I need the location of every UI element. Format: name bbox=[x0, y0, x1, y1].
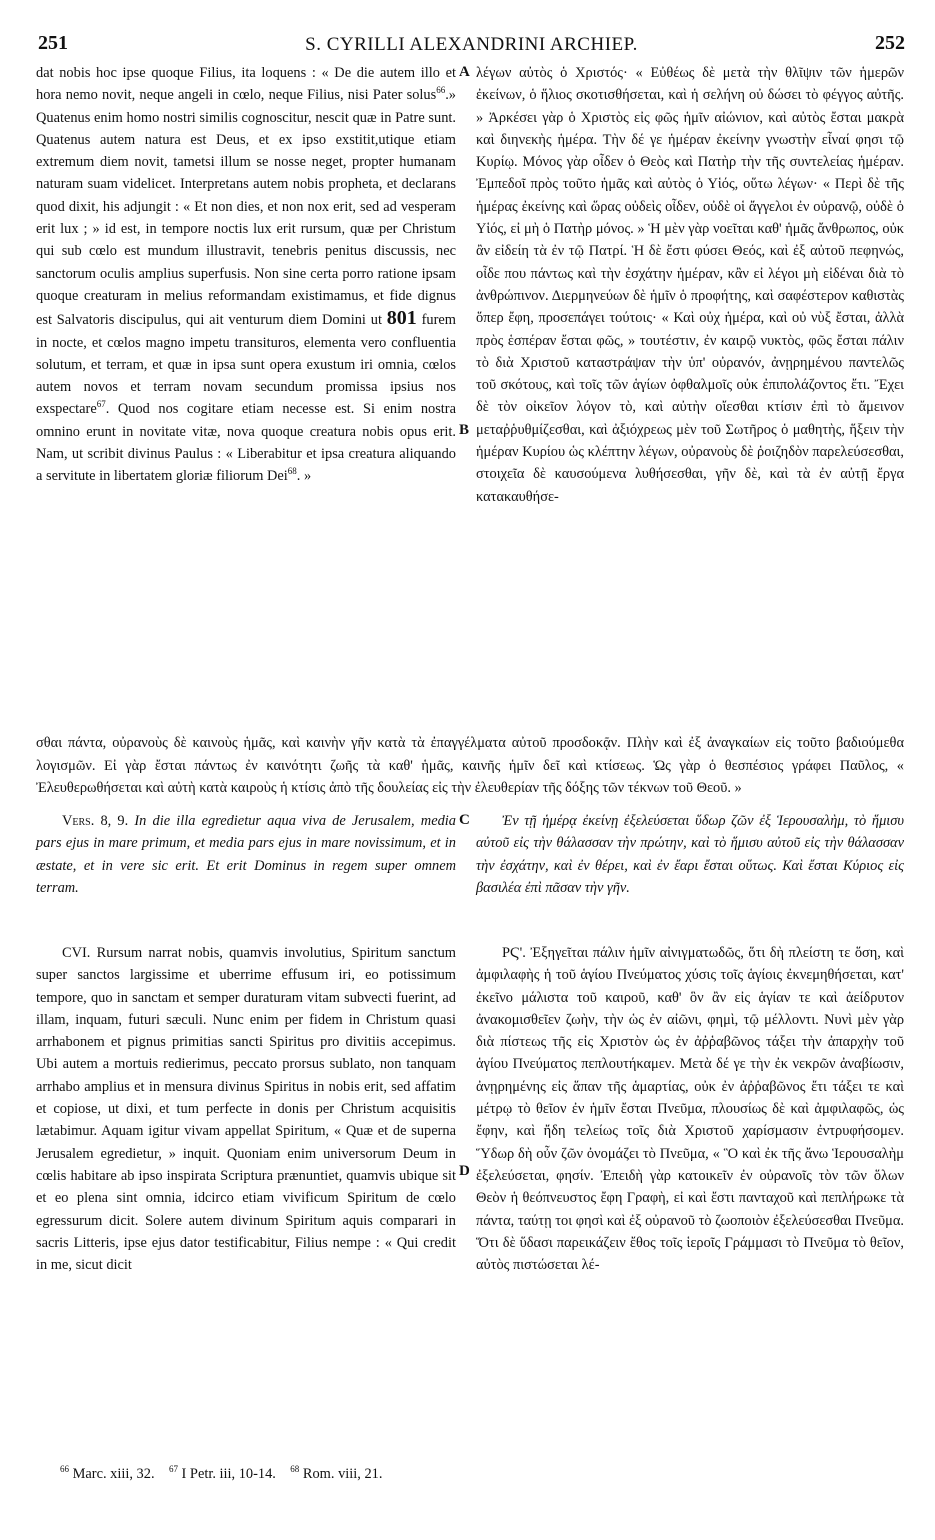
column-number: 801 bbox=[386, 307, 417, 330]
margin-marker-c: C bbox=[459, 812, 470, 828]
margin-marker-b: B bbox=[459, 422, 470, 438]
greek-section-cvi bbox=[476, 942, 904, 1276]
section-number: ΡϚ'. bbox=[502, 945, 526, 961]
latin-text: . » bbox=[296, 468, 312, 485]
footnotes bbox=[60, 1466, 382, 1483]
latin-verse-block bbox=[36, 810, 456, 899]
greek-text: λέγων αὐτὸς ὁ Χριστός· « Εὐθέως δὲ μετὰ τὴν θλῖψιν τῶν ἡμερῶν ἐκείνων, ὁ ἥλιος σκοτισθήσεται, καὶ ἡ σελήνη οὐ δώσει τὸ φέγγος αὐτῆς. » Ἀρκέσει γὰρ ὁ Χριστὸς εἰς φῶς ἡμῖν αἰώνιον, καὶ αὐτὸς ἔσται μακρὰ καὶ διηνεκὴς ἡμέρα. Τὴν δέ γε ἡμέραν ἐκείνην γνωστὴν εἶναί φησι τῷ Κυρίῳ. Μόνος γὰρ οἶδεν ὁ Θεὸς καὶ Πατὴρ τὴν τῆς συντελείας ἡμέραν. Ἐμπεδοῖ πρὸς τοῦτο ἡμᾶς καὶ αὐτὸς ὁ Υἱός, οὕτω λέγων· « Περὶ δὲ τῆς ἡμέρας ἐκείνης καὶ ὥρας οὐδεὶς οἶδεν, οὐδὲ οἱ ἄγγελοι ἐν οὐρανῷ, οὐδὲ ὁ Υἱός, εἰ μὴ ὁ Πατὴρ μόνος. » Ἡ μὲν γὰρ νοεῖται καθ' ἡμᾶς ἄνθρωπος, οὐκ ἂν εἰδείη τὰ ἐν τῷ Πατρί. Ἡ δὲ ἔστι φύσει Θεός, καὶ ἐξ αὐτοῦ πεφηνώς, οἶδε που πάντως καὶ τὴν ἐσχάτην ἡμέραν, κἂν εἰ λέγοι μὴ εἰδέναι διὰ τὸ ἀνθρώπινον. Διερμηνεύων δὲ ἡμῖν ὁ προφήτης, καὶ σαφέστερον καθιστὰς ὅπερ ἔφη, προσεπάγει τούτοις· « Καὶ οὐχ ἡμέρα, καὶ οὐ νὺξ ἔσται, ἀλλὰ πρὸς ἑσπέραν ἔσται φῶς, » τουτέστιν, ἐν καιρῷ νυκτὸς, φῶς ἔσται πάλιν τὸ διὰ Χριστοῦ καταστράψαν τὴν ὑπ' οὐρανόν, ἀνῃρημένου παντελῶς τοῦ σκότους, καὶ τοῖς τῶν ἁγίων ὀφθαλμοῖς οὐκ ἐπιπολάζοντος ἔτι. Ἔχει δὲ τὸν οἰκεῖον λόγον τὸ, καὶ αὐτὴν οἴεσθαι κτίσιν ἐπὶ τὸ ἄμεινον μεταῤῥυθμίζεσθαι, καὶ ἀξιόχρεως μὲν τοῦ Σωτῆρος ὁ μαθητὴς, ἥξειν τὴν ἡμέραν Κυρίου ὡς κλέπτην λέγων, οὐρανοὺς δὲ ῥοιζηδὸν παρελεύσεσθαι, στοιχεῖα δὲ καυσούμενα λυθήσεσθαι, γῆν δὲ, καὶ τὰ ἐν αὐτῇ ἔργα κατακαυθήσε- bbox=[476, 65, 904, 505]
running-title: S. CYRILLI ALEXANDRINI ARCHIEP. bbox=[305, 34, 638, 55]
greek-text: σθαι πάντα, οὐρανοὺς δὲ καινοὺς ἡμᾶς, καὶ καινὴν γῆν κατὰ τὰ ἐπαγγέλματα αὐτοῦ προσδοκᾷν. Πλὴν καὶ ἐξ ἀναγκαίων εἰς τοῦτο βαδιούμεθα λογισμῶν. Εἰ γὰρ ἔσται πάντως ἐν καινότητι ζωῆς τὰ καθ' ἡμᾶς, καινῆς ἡμῖν δεῖ καὶ κτίσεως. Ὡς γὰρ ὁ θεσπέσιος γράφει Παῦλος, « Ἐλευθερωθήσεται καὶ αὐτὴ κατὰ καιροὺς ἡ κτίσις ἀπὸ τῆς δουλείας εἰς τὴν ἐλευθερίαν τῆς δόξης τῶν τέκνων τοῦ Θεοῦ. » bbox=[36, 735, 904, 796]
latin-text: . Quod nos cogitare etiam necesse est. Si enim nostra omnino erunt in novitate vitæ, nova quoque creatura nobis opus erit. Nam, ut scribit divinus Paulus : « Liberabitur et ipsa creatura aliquando a servitute in libertatem gloriæ filiorum Dei bbox=[36, 401, 456, 485]
verse-text: In die illa egredietur aqua viva de Jerusalem, media pars ejus in mare primum, et media pars ejus in mare novissimum, et in æstate, et in vere sic erit. Et erit Dominus in regem super omnem terram. bbox=[36, 813, 456, 896]
footnote-text: I Petr. iii, 10-14. bbox=[181, 1466, 276, 1482]
page-number-left: 251 bbox=[38, 32, 68, 54]
latin-text: .» Quatenus enim homo nostri similis cognoscitur, nescit quæ in Patre sunt. Quatenus autem natura est Deus, et ex ipso exstitit,utique etiam extremum diem novit, tametsi illum se nosse neget, propter humanam naturam suam videlicet. Interpretans autem nobis propheta, et declarans quod dixit, his adjungit : « Et non dies, et non nox erit, sed ad vesperam erit lux ; » id est, in tempore noctis lux erit rursum, quæ per Christum qui sub cœlo est mundum illustravit, tenebris penitus discussis, nec sanctorum oculis amplius superfusis. Non sine certa porro ratione ipsam quoque creaturam in melius reformandam existimamus, et fide dignus est Salvatoris discipulus, qui ait venturum diem Domini ut bbox=[36, 87, 456, 329]
page-number-right: 252 bbox=[875, 32, 905, 54]
footnote-number: 66 bbox=[60, 1464, 69, 1475]
section-number: CVI. bbox=[62, 945, 91, 961]
greek-verse-text: Ἐν τῇ ἡμέρᾳ ἐκείνῃ ἐξελεύσεται ὕδωρ ζῶν ἐξ Ἱερουσαλὴμ, τὸ ἥμισυ αὐτοῦ εἰς τὴν θάλασσαν τὴν πρώτην, καὶ τὸ ἥμισυ αὐτοῦ εἰς τὴν θάλασσαν τὴν ἐσχάτην, καὶ ἐν θέρει, καὶ ἐν ἔαρι ἔσται οὕτως. Καὶ ἔσται Κύριος εἰς βασιλέα ἐπὶ πᾶσαν τὴν γῆν. bbox=[476, 813, 904, 896]
footnote-ref-68: 68 bbox=[287, 466, 297, 477]
footnote-number: 68 bbox=[290, 1464, 300, 1475]
footnote-ref-66: 66 bbox=[436, 85, 446, 96]
latin-section-cvi bbox=[36, 942, 456, 1276]
footnote-number: 67 bbox=[168, 1464, 178, 1475]
greek-text: Ἐξηγεῖται πάλιν ἡμῖν αἰνιγματωδῶς, ὅτι δὴ πλείστη τε ὅση, καὶ ἀμφιλαφὴς ἡ τοῦ ἁγίου Πνεύματος χύσις τοῖς ἁγίοις ἐκνεμηθήσεται, κατ' ἐκεῖνο μάλιστα τοῦ καιροῦ, καθ' ὃν ἂν εἰς ἁγίαν τε καὶ ἀείδρυτον ἀνακομισθεῖεν ζωὴν, τὴν ὡς ἐν αἰῶνι, φημὶ, τῷ μέλλοντι. Νυνὶ μὲν γὰρ διὰ πίστεως τῆς εἰς Χριστὸν ὡς ἐν ἀῤῥαβῶνος τάξει τὴν ἀπαρχὴν τοῦ ἁγίου Πνεύματος πεπλουτήκαμεν. Μετὰ δέ γε τὴν ἐκ νεκρῶν ἀναβίωσιν, ἀνῃρημένης εἰς ἅπαν τῆς ἁμαρτίας, οὐκ ἐν ἀῤῥαβῶνος ἔτι τάξει τε καὶ μέτρῳ τὸ θεῖον ἐν ἡμῖν ἔσται Πνεῦμα, πλουσίως δὲ καὶ ἀμφιλαφῶς, ὡς ἔφην, καὶ ἤδη τελείως τοῖς διὰ Χριστοῦ χαρίσμασιν ἐντρυφήσομεν. Ὕδωρ δὴ οὖν ζῶν ὀνομάζει τὸ Πνεῦμα, « Ὃ καὶ ἐκ τῆς ἄνω Ἱερουσαλὴμ ἐξελεύσεται, φησίν. Ἐπειδὴ γὰρ κατοικεῖν ἐν οὐρανοῖς τὸν τῶν ὅλων Θεὸν ἡ θεόπνευστος ἔφη Γραφὴ, εἰ καὶ ἔστι πανταχοῦ καὶ πεπλήρωκε τὰ πάντα, ταύτῃ τοι φησὶ καὶ ἐξ οὐρανοῦ τὸ ζωοποιὸν ἐξελεύσεσθαι Πνεῦμα. Ὅτι δὲ ὕδασι παρεικάζειν ἔθος τοῖς ἱεροῖς Γράμμασι τὸ Πνεῦμα τὸ θεῖον, αὐτὸς πιστώσεται λέ- bbox=[476, 945, 905, 1274]
margin-marker-d: D bbox=[459, 1163, 470, 1179]
greek-full-width bbox=[36, 718, 904, 814]
footnote-text: Rom. viii, 21. bbox=[302, 1466, 383, 1482]
latin-text: dat nobis hoc ipse quoque Filius, ita loquens : « De die autem illo et hora nemo novit, neque angeli in cœlo, neque Filius, nisi Pater solus bbox=[36, 65, 456, 104]
running-header bbox=[38, 32, 905, 58]
footnote-text: Marc. xiii, 32. bbox=[72, 1466, 155, 1482]
margin-marker-a: A bbox=[459, 64, 470, 80]
latin-text: furem in nocte, et cœlos magno impetu transituros, elementa vero confluentia solutum, et terram, et quæ in ipsa sunt opera exustum iri omnia, cœlos autem novos et terram novam secundum promissa ipsius nos exspectare bbox=[36, 312, 456, 418]
footnote-ref-67: 67 bbox=[96, 399, 106, 410]
greek-column-top bbox=[476, 62, 904, 508]
verse-label: Vers. 8, 9. bbox=[62, 813, 129, 829]
greek-verse-block bbox=[476, 810, 904, 899]
latin-column-top bbox=[36, 62, 456, 488]
latin-text: Rursum narrat nobis, quamvis involutius, Spiritum sanctum super sanctos largissime et uberrime effusum iri, eo potissimum tempore, quo in sanctam et semper duraturam vitam subvecti fuerint, ad illam, inquam, futuri sæculi. Nunc enim per fidem in Christum quasi arrhabonem et pignus primitias sancti Spiritus pro divitiis accepimus. Ubi autem a mortuis redierimus, peccato prorsus sublato, non tanquam arrhabo amplius et in mensura divinus Spiritus in nobis erit, sed affatim et copiose, ut dixi, et tum perfecte in donis per Christum acquisitis lætabimur. Aquam igitur vivam appellat Spiritum, « Quæ et de superna Jerusalem egredietur, » inquit. Quoniam enim universorum Deum in cœlis habitare ab ipso inspirata Scriptura prænuntiet, quamvis ubique sit et eo plena sint omnia, idcirco etiam vivificum Spiritum de cœlo egressurum dicit. Solere autem divinum Spiritum aquis comparari in sacris Litteris, ipse ejus dator testificabitur, Filius nempe : « Qui credit in me, sicut dicit bbox=[36, 945, 456, 1274]
